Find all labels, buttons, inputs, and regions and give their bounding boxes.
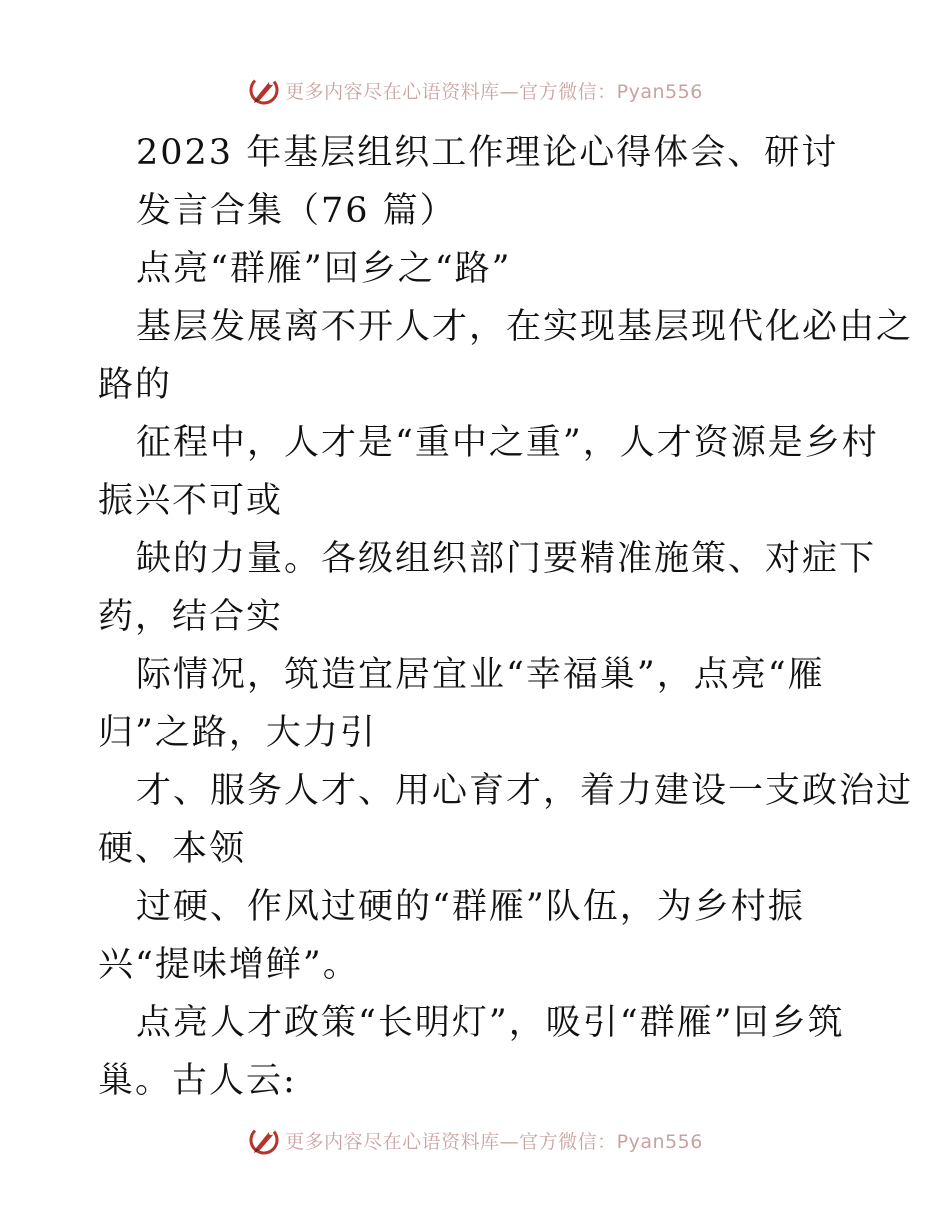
footer-watermark-text: 更多内容尽在心语资料库—官方微信：Pyan556 [285,1130,703,1153]
text-line: 才、服务人才、用心育才，着力建设一支政治过 [136,771,914,811]
text-line: 缺的力量。各级组织部门要精准施策、对症下 [136,539,877,579]
text-line: 归”之路，大力引 [98,713,377,753]
footer-watermark [0,1120,950,1160]
text-line: 路的 [98,365,173,405]
text-line: 巢。古人云: [98,1061,297,1101]
text-line: 2023 年基层组织工作理论心得体会、研讨 [136,133,839,173]
header-watermark [0,70,950,110]
brush-pen-logo-icon [247,73,281,107]
document-body [98,124,914,1110]
text-line: 征程中，人才是“重中之重”，人才资源是乡村 [136,423,879,463]
text-line: 过硬、作风过硬的“群雁”队伍，为乡村振 [136,887,805,927]
text-line: 际情况，筑造宜居宜业“幸福巢”，点亮“雁 [136,655,825,695]
brush-pen-logo-icon [247,1123,281,1157]
text-line: 发言合集（76 篇） [136,191,457,231]
text-line: 硬、本领 [98,829,247,869]
header-watermark-text: 更多内容尽在心语资料库—官方微信：Pyan556 [285,80,703,103]
text-line: 兴“提味增鲜”。 [98,945,360,985]
text-line: 振兴不可或 [98,481,284,521]
text-line: 点亮人才政策“长明灯”，吸引“群雁”回乡筑 [136,1003,845,1043]
text-line: 基层发展离不开人才，在实现基层现代化必由之 [136,307,914,347]
text-line: 点亮“群雁”回乡之“路” [136,249,512,289]
text-line: 药，结合实 [98,597,284,637]
